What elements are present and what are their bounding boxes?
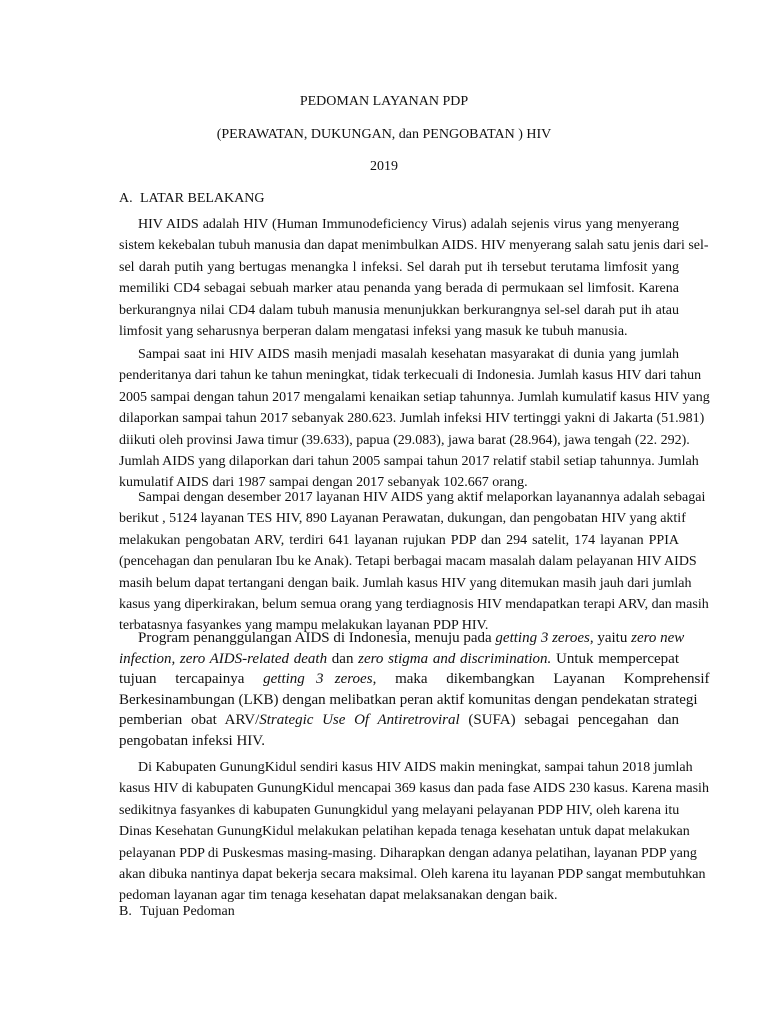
line-text: tujuan tercapainya — [119, 671, 264, 688]
line-text: Sampai saat ini HIV AIDS masih menjadi masalah kesehatan masyarakat di dunia yang jumlah — [138, 347, 679, 362]
line-text: Program penanggulangan AIDS di Indonesia, menuju pada — [138, 630, 496, 646]
paragraph-line — [116, 628, 685, 649]
line-text: 2005 sampai dengan tahun 2017 mengalami kenaikan setiap tahunnya. Jumlah kumulatif kasus HIV yang — [119, 389, 710, 405]
line-text: penderitanya dari tahun ke tahun meningkat, tidak terkecuali di Indonesia. Jumlah kasus HIV dari tahun — [119, 368, 702, 384]
paragraph-line — [116, 344, 679, 365]
section-b-number: B. — [119, 904, 132, 919]
paragraph-line — [119, 690, 698, 711]
paragraph-line — [119, 451, 699, 472]
paragraph-4 — [119, 628, 710, 752]
italic-text: zero stigma and discrimination. — [358, 650, 552, 667]
line-text: berkurangnya nilai CD4 dalam tubuh manusia menunjukkan berkurangnya sel-sel darah put ih atau — [119, 302, 679, 318]
line-text: memiliki CD4 sebagai sebuah marker atau penanda yang berada di permukaan sel limfosit. Karena — [119, 281, 679, 297]
paragraph-line — [119, 594, 709, 615]
line-text: pelayanan PDP di Puskesmas masing-masing. Diharapkan dengan adanya pelatihan, layanan PDP yang — [119, 845, 697, 861]
line-text: HIV AIDS adalah HIV (Human Immunodeficiency Virus) adalah sejenis virus yang menyerang — [138, 217, 679, 232]
line-text: Jumlah AIDS yang dilaporkan dari tahun 2005 sampai tahun 2017 relatif stabil setiap tahunnya. Jumlah — [119, 453, 699, 469]
italic-text: infection, zero AIDS-related death — [119, 650, 328, 667]
section-a-label: LATAR BELAKANG — [140, 191, 265, 206]
line-text: dan — [327, 650, 359, 667]
line-text: terbatasnya fasyankes yang mampu melakukan layanan PDP HIV. — [119, 618, 489, 634]
line-text: , maka dikembangkan Layanan Komprehensif — [372, 671, 710, 688]
line-text: sistem kekebalan tubuh manusia dan dapat menimbulkan AIDS. HIV menyerang salah satu jenis dari sel- — [119, 238, 709, 254]
paragraph-1 — [119, 214, 709, 342]
paragraph-line — [119, 649, 679, 670]
line-text: melakukan pengobatan ARV, terdiri 641 layanan rujukan PDP dan 294 satelit, 174 layanan PPIA — [119, 532, 679, 548]
paragraph-line — [119, 408, 705, 429]
section-a-number: A. — [119, 191, 133, 206]
document-title: PEDOMAN LAYANAN PDP — [299, 94, 469, 109]
line-text: kasus yang diperkirakan, belum semua orang yang terdiagnosis HIV mendapatkan terapi ARV, dan masih — [119, 596, 709, 612]
section-b-heading — [119, 904, 235, 920]
paragraph-line — [119, 710, 679, 731]
document-subtitle: (PERAWATAN, DUKUNGAN, dan PENGOBATAN ) HIV — [216, 127, 552, 142]
line-text: pengobatan infeksi HIV. — [119, 732, 265, 749]
paragraph-3 — [119, 487, 709, 637]
line-text: Dinas Kesehatan GunungKidul melakukan pelatihan kepada tenaga kesehatan untuk dapat melakukan — [119, 824, 690, 840]
italic-text: getting 3 zeroes — [263, 671, 373, 688]
line-text: pedoman layanan agar tim tenaga kesehatan dapat melaksanakan dengan baik. — [119, 888, 558, 904]
line-text: (pencehagan dan penularan Ibu ke Anak). Tetapi berbagai macam masalah dalam pelayanan HIV AIDS — [119, 554, 697, 570]
paragraph-line — [119, 430, 690, 451]
paragraph-line — [119, 365, 702, 386]
line-text: Berkesinambungan (LKB) dengan melibatkan peran aktif komunitas dengan pendekatan strategi — [119, 691, 698, 708]
paragraph-line — [119, 257, 679, 278]
italic-text: zero new — [631, 630, 685, 646]
line-text: pemberian obat ARV/ — [119, 712, 260, 729]
paragraph-line — [119, 387, 710, 408]
section-b-label: Tujuan Pedoman — [140, 904, 235, 919]
paragraph-line — [119, 778, 709, 799]
line-text: kumulatif AIDS dari 1987 sampai dengan 2017 sebanyak 102.667 orang. — [119, 475, 528, 491]
line-text: limfosit yang seharusnya berperan dalam mengatasi infeksi yang masuk ke tubuh manusia. — [119, 323, 628, 339]
paragraph-line — [119, 669, 710, 690]
paragraph-line — [116, 757, 693, 778]
line-text: dilaporkan sampai tahun 2017 sebanyak 280.623. Jumlah infeksi HIV tertinggi yakni di Jakarta (51.981) — [119, 411, 705, 427]
line-text: masih belum dapat tertangani dengan baik. Jumlah kasus HIV yang ditemukan masih jauh dari jumlah — [119, 575, 692, 591]
paragraph-2 — [119, 344, 710, 494]
italic-text: Strategic Use Of Antiretroviral — [259, 712, 460, 729]
line-text: Untuk mempercepat — [551, 650, 679, 667]
paragraph-line — [119, 235, 709, 256]
paragraph-line — [119, 731, 679, 752]
line-text: sedikitnya fasyankes di kabupaten Gunungkidul yang melayani pelayanan PDP HIV, oleh karena itu — [119, 802, 680, 818]
paragraph-line — [119, 573, 692, 594]
paragraph-line — [119, 508, 686, 529]
line-text: berikut , 5124 layanan TES HIV, 890 Layanan Perawatan, dukungan, dan pengobatan HIV yang aktif — [119, 511, 686, 527]
paragraph-line — [119, 864, 706, 885]
line-text: kasus HIV di kabupaten GunungKidul mencapai 369 kasus dan pada fase AIDS 230 kasus. Karena masih — [119, 781, 709, 797]
line-text: (SUFA) sebagai pencegahan dan — [459, 712, 679, 729]
line-text: , yaitu — [589, 630, 632, 646]
paragraph-line — [119, 530, 679, 551]
line-text: akan dibuka nantinya dapat bekerja secara maksimal. Oleh karena itu layanan PDP sangat membutuhkan — [119, 866, 706, 882]
document-year: 2019 — [370, 159, 398, 174]
paragraph-line — [116, 487, 706, 508]
line-text: Di Kabupaten GunungKidul sendiri kasus HIV AIDS makin meningkat, sampai tahun 2018 jumlah — [138, 760, 693, 775]
line-text: Sampai dengan desember 2017 layanan HIV AIDS yang aktif melaporkan layanannya adalah sebagai — [138, 490, 706, 505]
paragraph-5 — [119, 757, 709, 907]
paragraph-line — [119, 300, 679, 321]
line-text: diikuti oleh provinsi Jawa timur (39.633), papua (29.083), jawa barat (28.964), jawa tengah (22. 292). — [119, 432, 690, 448]
italic-text: getting 3 zeroes — [495, 630, 590, 646]
paragraph-line — [119, 278, 679, 299]
paragraph-line — [119, 843, 697, 864]
paragraph-line — [119, 551, 697, 572]
line-text: sel darah putih yang bertugas menangka l infeksi. Sel darah put ih tersebut terutama limfosit yang — [119, 259, 679, 275]
paragraph-line — [116, 214, 679, 235]
section-a-heading — [119, 191, 264, 207]
paragraph-line — [119, 821, 690, 842]
paragraph-line — [119, 321, 679, 342]
paragraph-line — [119, 800, 679, 821]
